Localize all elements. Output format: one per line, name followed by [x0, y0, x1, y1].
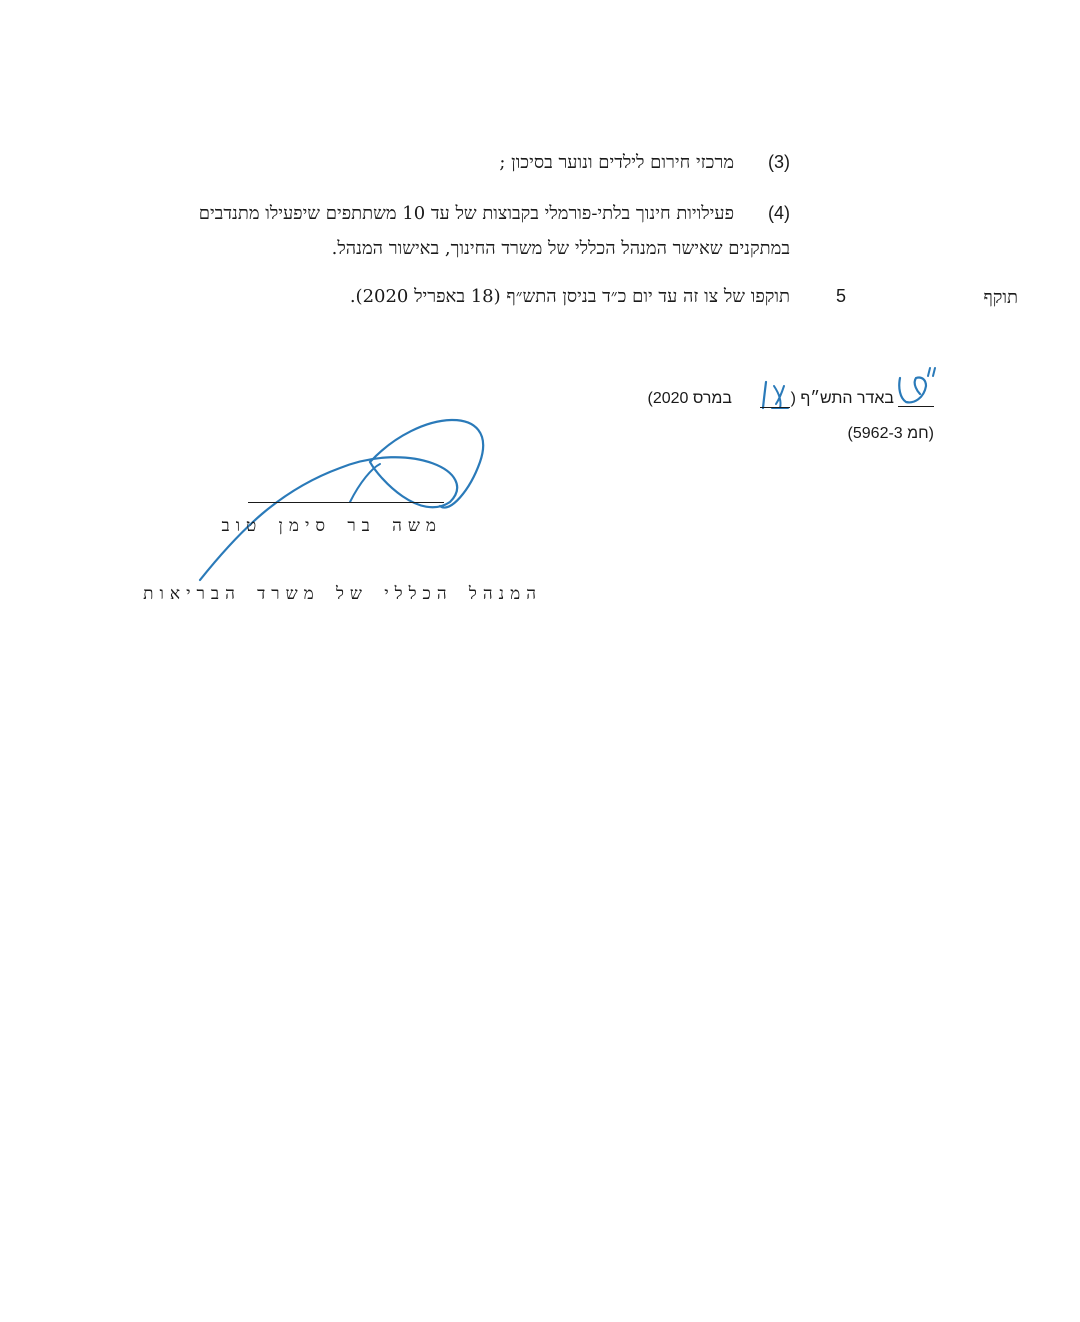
- clause-4-text-line2: במתקנים שאישר המנהל הכללי של משרד החינוך, באישור המנהל.: [331, 238, 790, 259]
- gregorian-blank-line: [760, 407, 790, 408]
- clause-4-text-line1: פעילויות חינוך בלתי-פורמלי בקבוצות של עד 10 משתתפים שיפעילו מתנדבים: [198, 203, 734, 224]
- clause-3-text: מרכזי חירום לילדים ונוער בסיכון ;: [499, 152, 734, 173]
- day-blank-line: [898, 406, 934, 407]
- signature-ink: [180, 410, 500, 610]
- validity-text: תוקפו של צו זה עד יום כ״ד בניסן התש״ף (18 באפריל 2020).: [349, 286, 790, 307]
- signatory-title: המנהל הכללי של משרד הבריאות: [143, 584, 542, 604]
- section-number: 5: [835, 286, 846, 306]
- signature-line: [248, 502, 444, 503]
- handwritten-day-ink: [894, 364, 938, 408]
- document-reference: (חמ 5962-3): [847, 425, 934, 442]
- signatory-name: משה בר סימן טוב: [221, 516, 442, 536]
- clause-3-number: (3): [768, 152, 790, 172]
- date-after-text: במרס 2020): [647, 390, 732, 407]
- date-month-text: באדר התש״ף (: [790, 390, 894, 407]
- clause-4-number: (4): [768, 203, 790, 223]
- section-side-title: תוקף: [983, 287, 1018, 308]
- handwritten-hebrew-day: [894, 364, 938, 408]
